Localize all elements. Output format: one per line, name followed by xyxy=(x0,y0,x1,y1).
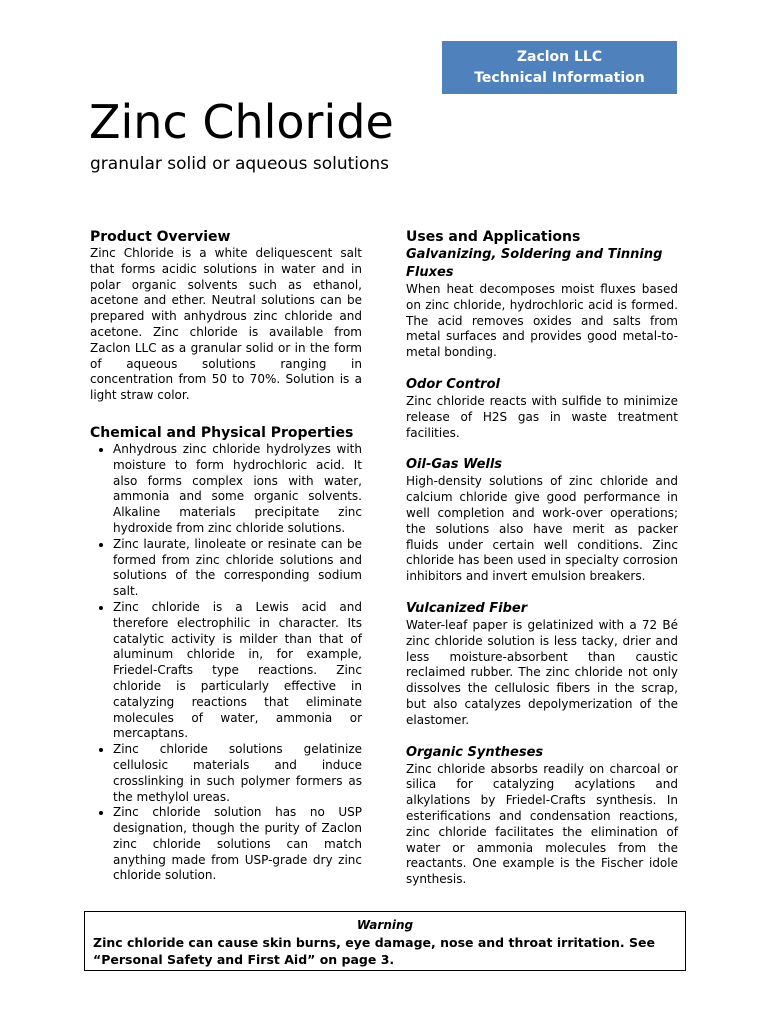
uses-section-galvanizing xyxy=(406,246,678,361)
section-text: High-density solutions of zinc chloride and calcium chloride give good performance in well completion and work-over operations; the solutions also have merit as packer fluids under certain well conditions. Zinc chloride has been used in specialty corrosion inhibitors and invert emulsion breakers. xyxy=(406,474,678,584)
uses-section-vulcanized-fiber xyxy=(406,600,678,729)
uses-section-odor-control xyxy=(406,376,678,441)
warning-box xyxy=(84,911,686,971)
section-title: Vulcanized Fiber xyxy=(406,600,528,616)
chemical-properties-list xyxy=(90,442,362,884)
product-overview-text: Zinc Chloride is a white deliquescent salt that forms acidic solutions in water and in polar organic solvents such as ethanol, acetone and ether. Neutral solutions can be prepared with anhydrous zinc chloride and acetone. Zinc chloride is available from Zaclon LLC as a granular solid or in the form of aqueous solutions ranging in concentration from 50 to 70%. Solution is a light straw color. xyxy=(90,246,362,403)
uses-section-oil-gas xyxy=(406,456,678,585)
header-subtitle: Technical Information xyxy=(474,70,645,86)
list-item: • Zinc chloride solutions gelatinize cellulosic materials and induce crosslinking in such polymer formers as the methylol ureas. xyxy=(113,742,362,805)
section-title: Oil-Gas Wells xyxy=(406,457,503,473)
page-title: Zinc Chloride xyxy=(89,95,394,149)
section-title: Odor Control xyxy=(406,376,500,392)
list-item: • Zinc laurate, linoleate or resinate can be formed from zinc chloride solutions and solutions of the corresponding sodium salt. xyxy=(113,537,362,600)
right-column xyxy=(406,228,678,903)
company-name: Zaclon LLC xyxy=(516,49,603,65)
list-item: • Anhydrous zinc chloride hydrolyzes with moisture to form hydrochloric acid. It also forms complex ions with water, ammonia and some organic solvents. Alkaline materials precipitate zinc hydroxide from zinc chloride solutions. xyxy=(113,442,362,537)
section-title: Organic Syntheses xyxy=(406,744,544,760)
uses-heading: Uses and Applications xyxy=(406,229,581,245)
section-text: Zinc chloride absorbs readily on charcoal or silica for catalyzing acylations and alkylations by Friedel-Crafts synthesis. In esterifications and condensation reactions, zinc chloride facilitates the elimination of water or ammonia molecules from the reactants. One example is the Fischer idole synthesis. xyxy=(406,761,678,887)
warning-text: Zinc chloride can cause skin burns, eye damage, nose and throat irritation. See “Personal Safety and First Aid” on page 3. xyxy=(93,935,655,967)
uses-section-organic-syntheses xyxy=(406,744,678,888)
warning-title: Warning xyxy=(356,918,414,932)
section-text: Water-leaf paper is gelatinized with a 72 Bé zinc chloride solution is less tacky, drier and less moisture-absorbent than caustic reclaimed rubber. The zinc chloride not only dissolves the cellulosic fibers in the scrap, but also catalyzes depolymerization of the elastomer. xyxy=(406,617,678,727)
chemical-properties-heading: Chemical and Physical Properties xyxy=(90,424,354,441)
page-subtitle: granular solid or aqueous solutions xyxy=(90,154,390,174)
left-column xyxy=(90,228,362,884)
product-overview-heading: Product Overview xyxy=(90,229,231,245)
section-text: When heat decomposes moist fluxes based on zinc chloride, hydrochloric acid is formed. The acid removes oxides and salts from metal surfaces and provides good metal-to-metal bonding. xyxy=(406,282,678,360)
header-box xyxy=(442,41,677,94)
list-item: • Zinc chloride solution has no USP designation, though the purity of Zaclon zinc chloride solutions can match anything made from USP-grade dry zinc chloride solution. xyxy=(113,805,362,884)
section-title: Galvanizing, Soldering and Tinning Fluxes xyxy=(406,247,663,280)
section-text: Zinc chloride reacts with sulfide to minimize release of H2S gas in waste treatment facilities. xyxy=(406,393,678,440)
list-item: • Zinc chloride is a Lewis acid and therefore electrophilic in character. Its catalytic activity is milder than that of aluminum chloride in, for example, Friedel-Crafts type reactions. Zinc chloride is particularly effective in catalyzing reactions that eliminate molecules of water, ammonia or mercaptans. xyxy=(113,600,362,742)
